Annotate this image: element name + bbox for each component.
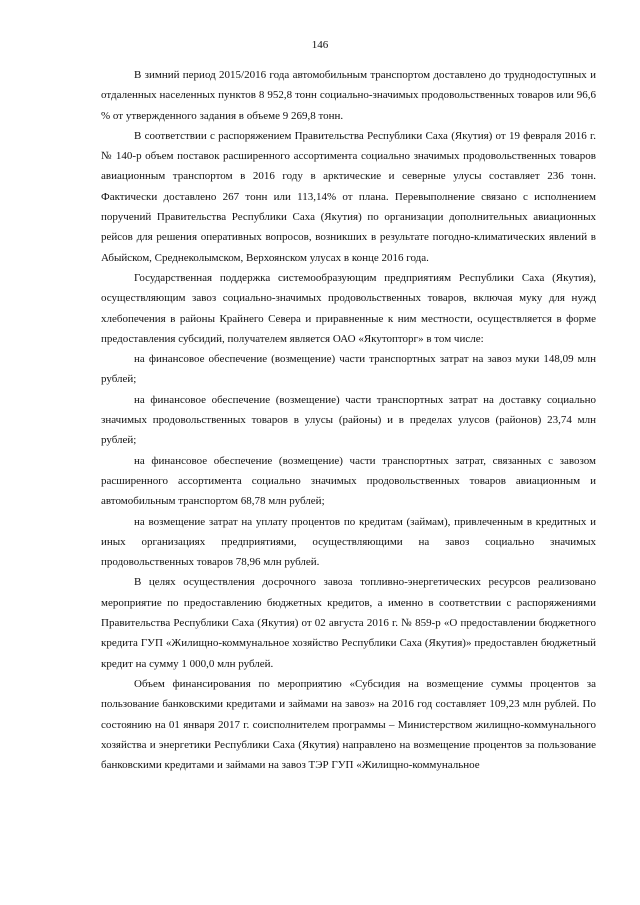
paragraph-fuel-energy-budget-credit: В целях осуществления досрочного завоза топливно-энергетических ресурсов реализовано мероприятие по предоставлению бюджетных кредитов, а именно в соответствии с распоряжениями Правительства Республики Саха (Якутия) от 02 августа 2016 г. № 859-р «О предоставлении бюджетного кредита ГУП «Жилищно-коммунальное хозяйство Республики Саха (Якутия)» предоставлен бюджетный кредит на сумму 1 000,0 млн рублей. xyxy=(101,576,596,670)
page-number: 146 xyxy=(311,39,329,51)
paragraph-flour-transport-costs: на финансовое обеспечение (возмещение) части транспортных затрат на завоз муки 148,09 млн рублей; xyxy=(101,353,596,386)
paragraph-winter-delivery: В зимний период 2015/2016 года автомобильным транспортом доставлено до труднодоступных и отдаленных населенных пунктов 8 952,8 тонн социально-значимых продовольственных товаров или 96,6 % от утвержденного задания в объеме 9 269,8 тонн. xyxy=(101,69,596,122)
paragraph-air-transport-supplies: В соответствии с распоряжением Правительства Республики Саха (Якутия) от 19 февраля 2016 г. № 140-р объем поставок расширенного ассортимента социально значимых продовольственных товаров авиационным транспортом в 2016 году в арктические и северные улусы составляет 236 тонн. Фактически доставлено 267 тонн или 113,14% от плана. Перевыполнение связано с исполнением поручений Правительства Республики Саха (Якутия) по организации дополнительных авиационных рейсов для решения оперативных вопросов, возникших в результате погодно-климатических явлений в Абыйском, Среднеколымском, Верхоянском улусах в конце 2016 года. xyxy=(101,129,596,264)
paragraph-district-delivery-costs: на финансовое обеспечение (возмещение) части транспортных затрат на доставку социально значимых продовольственных товаров в улусы (районы) и в пределах улусов (районов) 23,74 млн рублей; xyxy=(101,393,596,447)
paragraph-loan-interest-reimbursement: на возмещение затрат на уплату процентов по кредитам (займам), привлеченным в кредитных и иных организациях предприятиями, осуществляющими на завоз социально значимых продовольственных товаров 78,96 млн рублей. xyxy=(101,515,596,569)
paragraph-extended-assortment-costs: на финансовое обеспечение (возмещение) части транспортных затрат, связанных с завозом расширенного ассортимента социально значимых продовольственных товаров авиационным и автомобильным транспортом 68,78 млн рублей; xyxy=(101,454,596,508)
paragraph-state-support: Государственная поддержка системообразующим предприятиям Республики Саха (Якутия), осуществляющим завоз социально-значимых продовольственных товаров, включая муку для нужд хлебопечения в районы Крайнего Севера и приравненные к ним местности, осуществляется в форме предоставления субсидий, получателем является ОАО «Якутопторг» в том числе: xyxy=(101,271,596,345)
paragraph-interest-subsidy-financing: Объем финансирования по мероприятию «Субсидия на возмещение суммы процентов за пользование банковскими кредитами и займами на завоз» на 2016 год составляет 109,23 млн рублей. По состоянию на 01 января 2017 г. соисполнителем программы – Министерством жилищно-коммунального хозяйства и энергетики Республики Саха (Якутия) направлено на возмещение процентов за пользование банковскими кредитами и займами на завоз ТЭР ГУП «Жилищно-коммунальное xyxy=(101,677,596,772)
document-body xyxy=(101,65,596,775)
